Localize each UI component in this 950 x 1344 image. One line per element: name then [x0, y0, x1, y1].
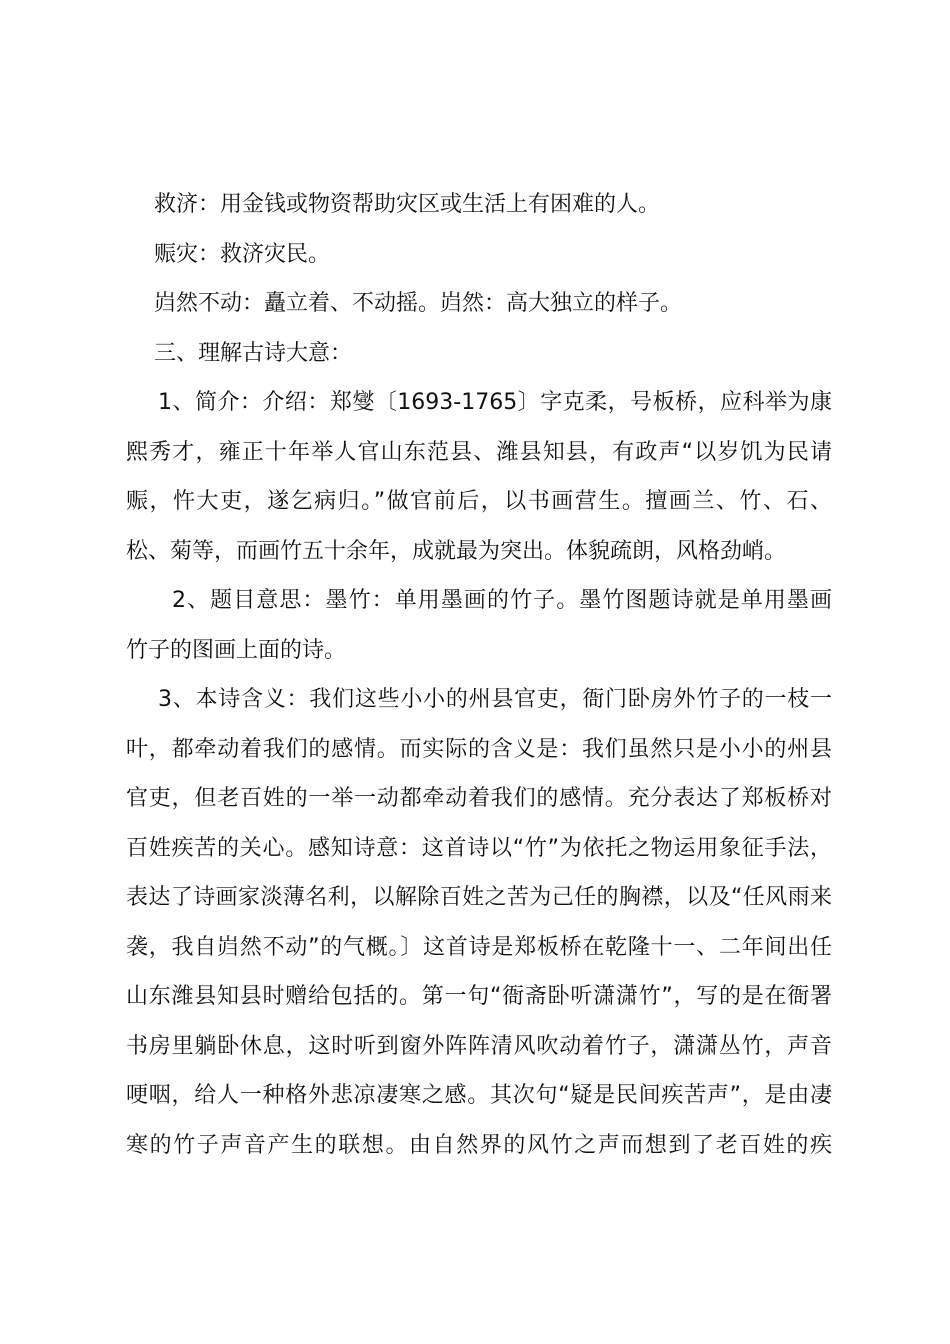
paragraph-line: 袭，我自岿然不动”的气概。〕这首诗是郑板桥在乾隆十一、二年间出任	[126, 934, 832, 960]
definition-jiuji: 救济：用金钱或物资帮助灾区或生活上有困难的人。	[154, 192, 661, 217]
paragraph-line: 山东潍县知县时赠给包括的。第一句“衙斋卧听潇潇竹”，写的是在衙署	[126, 984, 832, 1009]
paragraph-line: 3、本诗含义：我们这些小小的州县官吏，衙门卧房外竹子的一枝一	[158, 687, 832, 712]
paragraph-line: 赈，忤大吏，遂乞病归。”做官前后，以书画营生。擅画兰、竹、石、	[126, 489, 832, 514]
paragraph-line: 2、题目意思：墨竹：单用墨画的竹子。墨竹图题诗就是单用墨画	[172, 588, 832, 613]
document-body	[126, 180, 832, 1170]
paragraph-line: 书房里躺卧休息，这时听到窗外阵阵清风吹动着竹子，潇潇丛竹，声音	[126, 1033, 832, 1059]
section-heading: 三、理解古诗大意：	[154, 340, 353, 366]
paragraph-line: 叶，都牵动着我们的感情。而实际的含义是：我们虽然只是小小的州县	[126, 736, 832, 762]
paragraph-line: 竹子的图画上面的诗。	[126, 637, 347, 663]
definition-zhenzai: 赈灾：救济灾民。	[154, 241, 331, 267]
definition-kuiran: 岿然不动：矗立着、不动摇。岿然：高大独立的样子。	[154, 291, 683, 316]
paragraph-line: 表达了诗画家淡薄名利，以解除百姓之苦为己任的胸襟，以及“任风雨来	[126, 885, 832, 910]
paragraph-line: 熙秀才，雍正十年举人官山东范县、潍县知县，有政声“以岁饥为民请	[126, 439, 832, 465]
paragraph-line: 1、简介：介绍：郑燮〔1693-1765〕字克柔，号板桥，应科举为康	[158, 390, 832, 415]
paragraph-line: 松、菊等，而画竹五十余年，成就最为突出。体貌疏朗，风格劲峭。	[126, 538, 787, 564]
paragraph-line: 百姓疾苦的关心。感知诗意：这首诗以“竹”为依托之物运用象征手法，	[126, 835, 832, 861]
paragraph-line: 哽咽，给人一种格外悲凉凄寒之感。其次句“疑是民间疾苦声”，是由凄	[126, 1083, 832, 1108]
paragraph-line: 寒的竹子声音产生的联想。由自然界的风竹之声而想到了老百姓的疾	[126, 1132, 832, 1158]
paragraph-line: 官吏，但老百姓的一举一动都牵动着我们的感情。充分表达了郑板桥对	[126, 786, 832, 811]
